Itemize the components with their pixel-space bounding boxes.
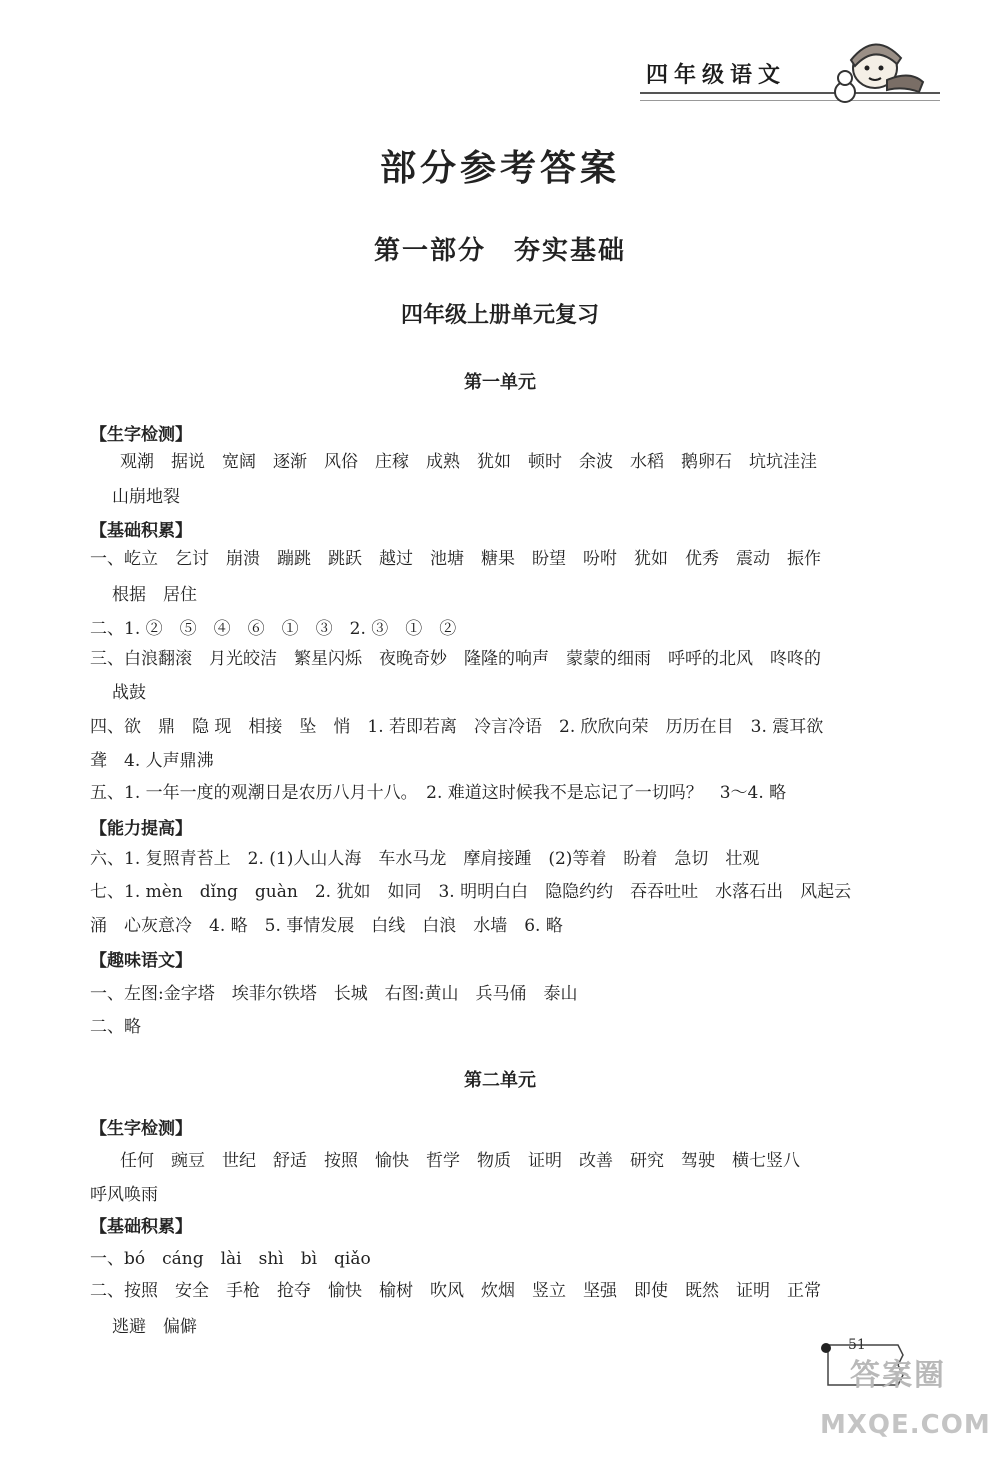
running-header xyxy=(640,52,940,112)
section-label: 【生字检测】 xyxy=(90,425,192,445)
child-mascot-icon xyxy=(825,30,925,110)
section-label: 【能力提高】 xyxy=(90,819,192,839)
part-heading: 第一部分 夯实基础 xyxy=(373,236,626,266)
unit-heading: 第二单元 xyxy=(464,1070,536,1091)
unit-heading: 第一单元 xyxy=(464,372,536,393)
watermark-url: MXQE.COM xyxy=(820,1410,991,1440)
answer-line: 五、1. 一年一度的观潮日是农历八月十八。 2. 难道这时候我不是忘记了一切吗？ 3～4. 略 xyxy=(90,783,787,803)
watermark xyxy=(820,1350,990,1460)
answer-line: 三、白浪翻滚 月光皎洁 繁星闪烁 夜晚奇妙 隆隆的响声 蒙蒙的细雨 呼呼的北风 咚咚的 xyxy=(90,649,821,669)
answer-line: 二、1. ② ⑤ ④ ⑥ ① ③ 2. ③ ① ② xyxy=(90,619,457,639)
answer-line: 一、bó cáng lài shì bì qiǎo xyxy=(90,1249,371,1269)
answer-line: 二、略 xyxy=(90,1017,141,1037)
answer-line: 一、屹立 乞讨 崩溃 蹦跳 跳跃 越过 池塘 糖果 盼望 吩咐 犹如 优秀 震动 振作 xyxy=(90,549,821,569)
answer-line: 一、左图:金字塔 埃菲尔铁塔 长城 右图:黄山 兵马俑 泰山 xyxy=(90,984,578,1004)
answer-line: 任何 豌豆 世纪 舒适 按照 愉快 哲学 物质 证明 改善 研究 驾驶 横七竖八 xyxy=(120,1151,800,1171)
answer-line: 逃避 偏僻 xyxy=(112,1317,197,1337)
page-title: 部分参考答案 xyxy=(379,147,620,189)
answer-line: 根据 居住 xyxy=(112,585,197,605)
answer-line: 聋 4. 人声鼎沸 xyxy=(90,751,214,771)
section-label: 【生字检测】 xyxy=(90,1119,192,1139)
page-number: 51 xyxy=(848,1337,866,1353)
answer-line: 战鼓 xyxy=(112,683,146,703)
answer-line: 四、欲 鼎 隐 现 相接 坠 悄 1. 若即若离 冷言冷语 2. 欣欣向荣 历历在目 3. 震耳欲 xyxy=(90,717,824,737)
section-label: 【基础积累】 xyxy=(90,1217,192,1237)
answer-line: 六、1. 复照青苔上 2. (1)人山人海 车水马龙 摩肩接踵 (2)等着 盼着 急切 壮观 xyxy=(90,849,760,869)
answer-line: 呼风唤雨 xyxy=(90,1185,158,1205)
section-subtitle: 四年级上册单元复习 xyxy=(400,302,599,328)
answer-line: 二、按照 安全 手枪 抢夺 愉快 榆树 吹风 炊烟 竖立 坚强 即使 既然 证明 正常 xyxy=(90,1281,821,1301)
section-label: 【趣味语文】 xyxy=(90,951,192,971)
answer-line: 观潮 据说 宽阔 逐渐 风俗 庄稼 成熟 犹如 顿时 余波 水稻 鹅卵石 坑坑洼洼 xyxy=(120,452,817,472)
section-label: 【基础积累】 xyxy=(90,521,192,541)
header-title: 四年级语文 xyxy=(646,62,787,88)
watermark-logo-text: 答案圈 xyxy=(850,1358,946,1393)
answer-line: 涌 心灰意冷 4. 略 5. 事情发展 白线 白浪 水墙 6. 略 xyxy=(90,916,563,936)
answer-line: 七、1. mèn dǐng guàn 2. 犹如 如同 3. 明明白白 隐隐约约 吞吞吐吐 水落石出 风起云 xyxy=(90,882,852,902)
answer-line: 山崩地裂 xyxy=(112,487,180,507)
